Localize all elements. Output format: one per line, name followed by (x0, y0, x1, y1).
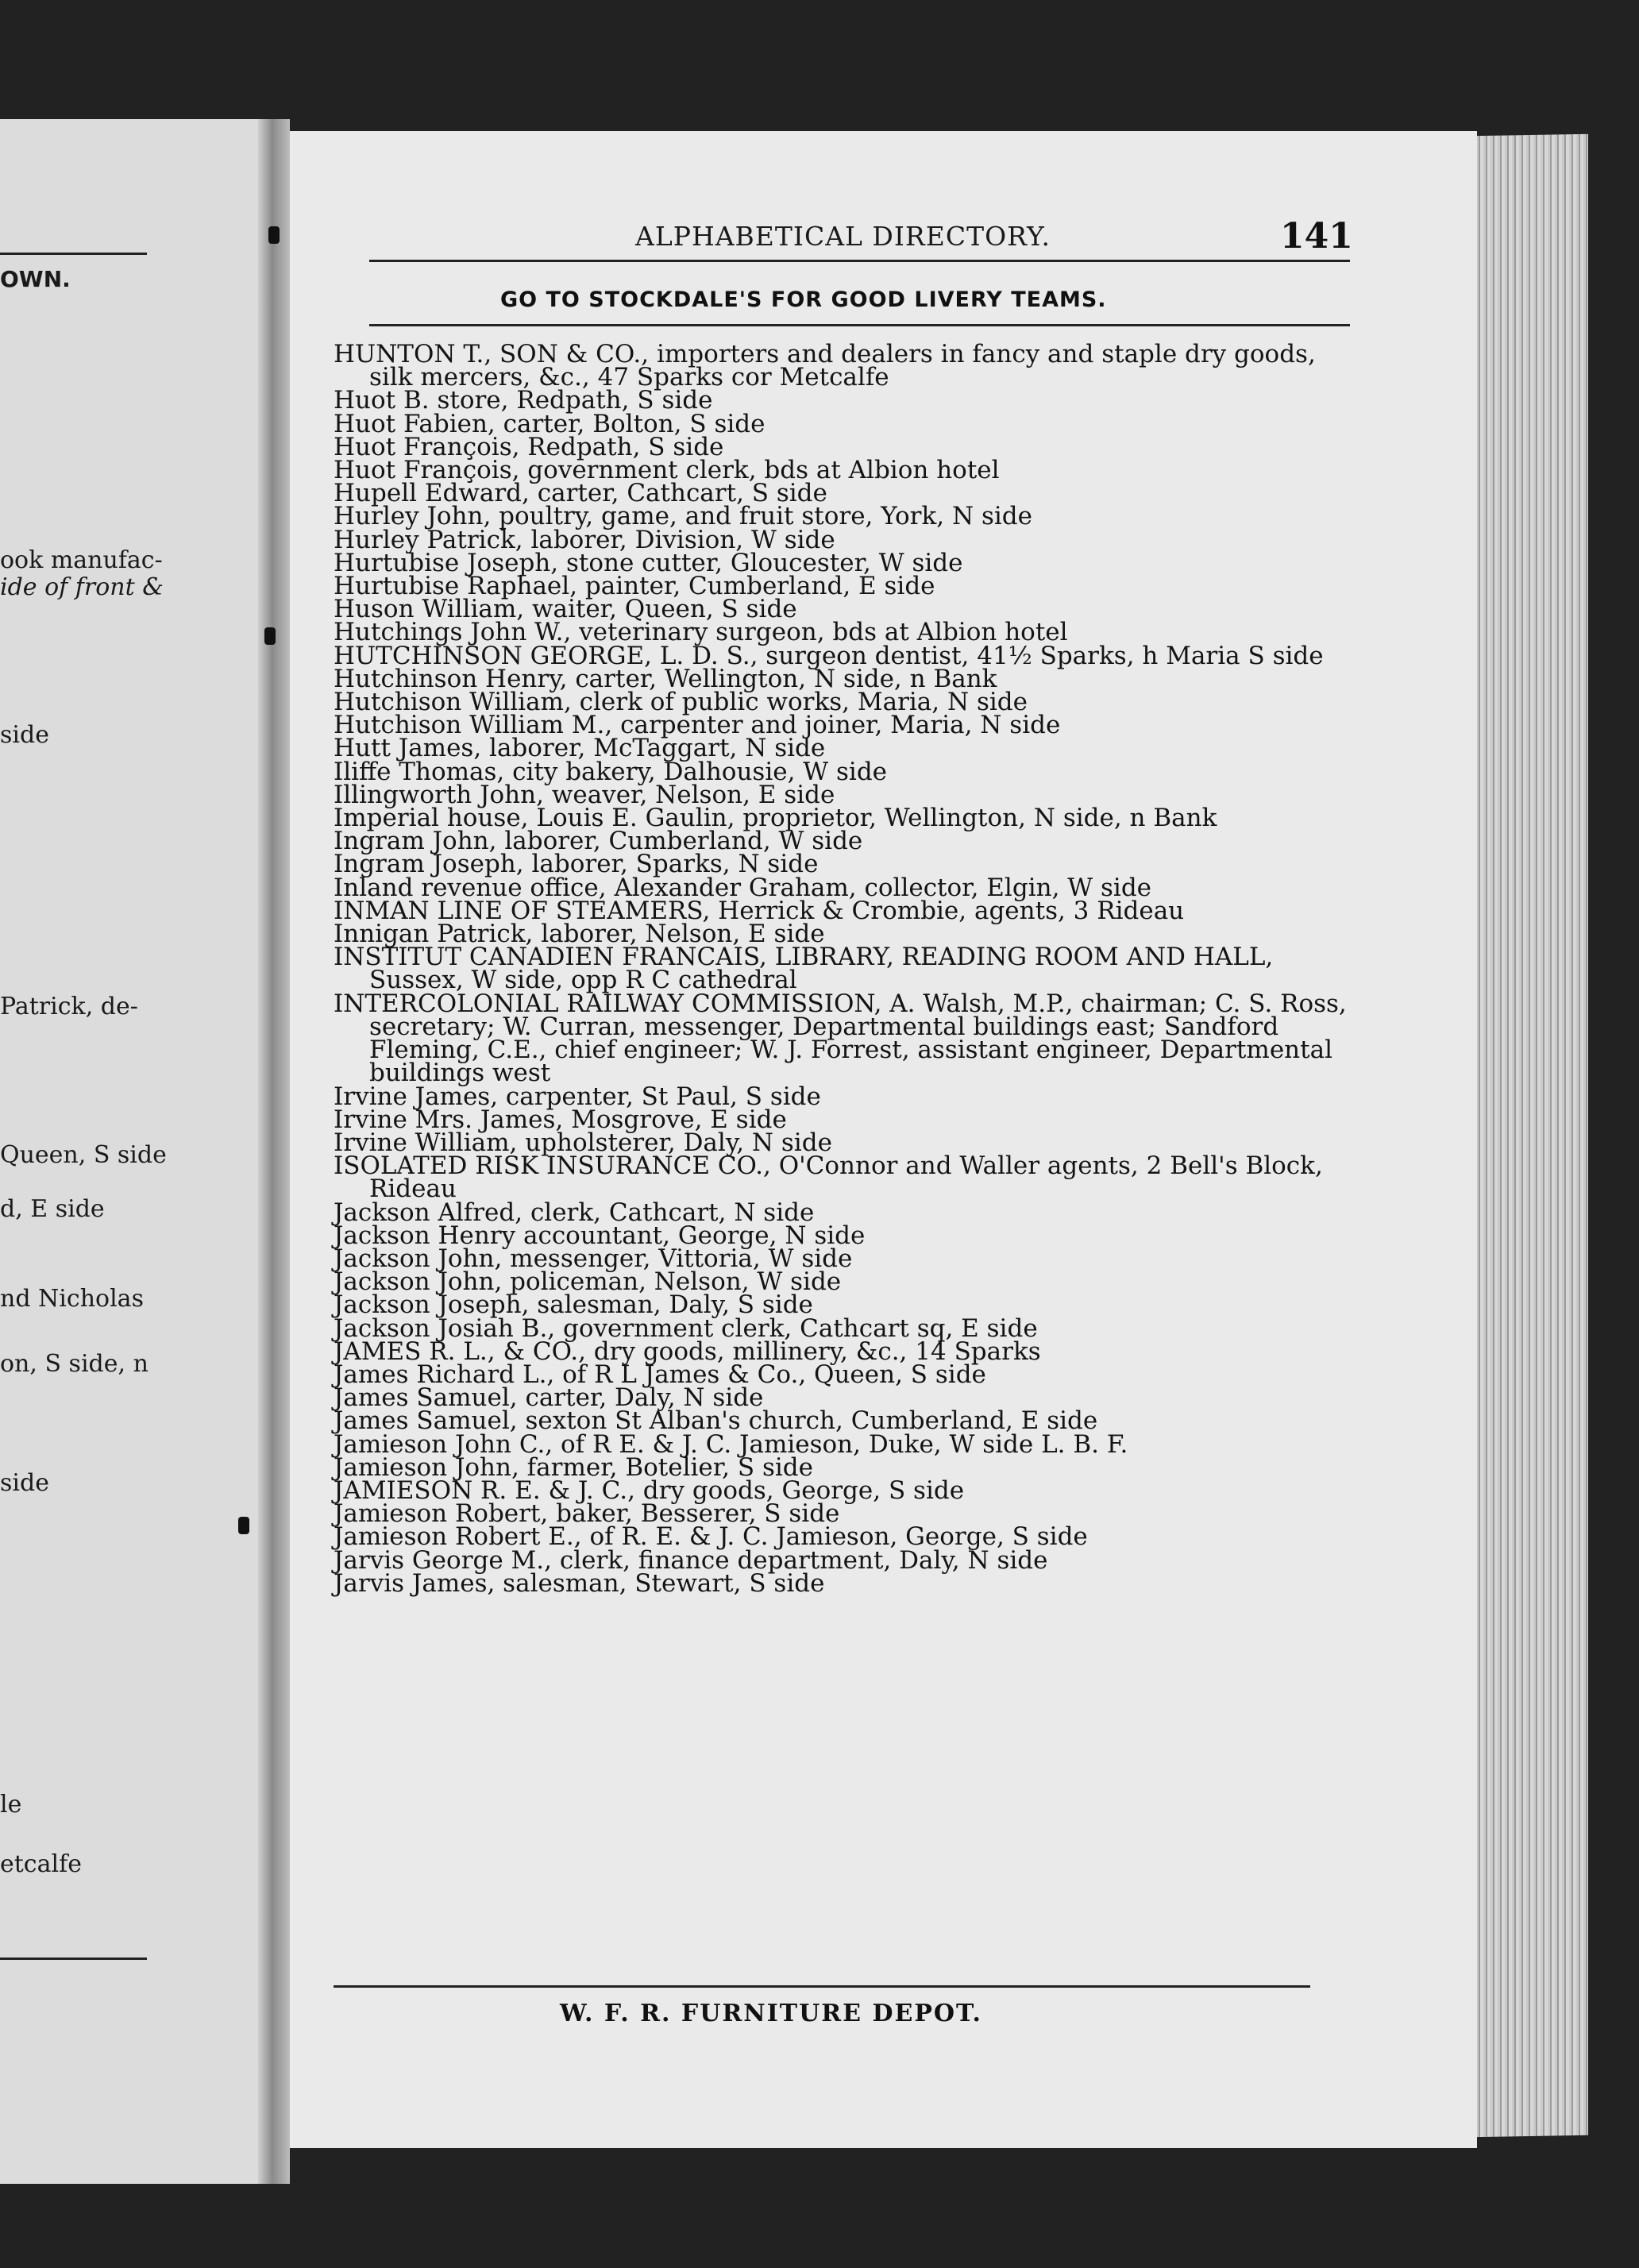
directory-entry: Imperial house, Louis E. Gaulin, proprietor, Wellington, N side, n Bank (334, 804, 1217, 833)
directory-entry: Illingworth John, weaver, Nelson, E side (334, 780, 835, 809)
directory-entry: James Samuel, sexton St Alban's church, Cumberland, E side (334, 1406, 1098, 1436)
footer-rule (334, 1985, 1310, 1988)
left-page-fragment: etcalfe (0, 1850, 82, 1878)
directory-entry: INMAN LINE OF STEAMERS, Herrick & Crombie, agents, 3 Rideau (334, 896, 1185, 925)
directory-entry: Hupell Edward, carter, Cathcart, S side (334, 479, 827, 508)
directory-entry: Ingram Joseph, laborer, Sparks, N side (334, 850, 819, 879)
directory-entry: Jamieson Robert E., of R. E. & J. C. Jamieson, George, S side (334, 1522, 1088, 1552)
left-page-fragment: Queen, S side (0, 1141, 167, 1169)
directory-entry: Hutchison William, clerk of public works, Maria, N side (334, 688, 1028, 717)
directory-entry: INSTITUT CANADIEN FRANCAIS, LIBRARY, READING ROOM AND HALL, Sussex, W side, opp R C cathedral (334, 943, 1274, 995)
footer-advertisement: W. F. R. FURNITURE DEPOT. (560, 2000, 982, 2027)
left-page-rule (0, 1958, 147, 1960)
directory-entry: Hurley Patrick, laborer, Division, W side (334, 525, 835, 554)
binding-stitch (238, 1517, 249, 1534)
left-page-rule (0, 253, 147, 255)
directory-entry: Huot B. store, Redpath, S side (334, 386, 713, 415)
directory-entry: JAMIESON R. E. & J. C., dry goods, George, S side (334, 1475, 965, 1505)
book-gutter (258, 119, 290, 2184)
tagline-rule (369, 324, 1350, 326)
directory-entry: Hurtubise Joseph, stone cutter, Gloucester, W side (334, 548, 963, 577)
header-rule (369, 260, 1350, 262)
directory-entry: Jackson John, messenger, Vittoria, W side (334, 1244, 853, 1273)
directory-entry: Innigan Patrick, laborer, Nelson, E side (334, 920, 825, 949)
directory-entry: James Richard L., of R L James & Co., Queen, S side (334, 1360, 986, 1389)
left-page-fragment: OWN. (0, 266, 71, 292)
directory-entry: HUTCHINSON GEORGE, L. D. S., surgeon dentist, 41½ Sparks, h Maria S side (334, 641, 1324, 670)
directory-entry: Jamieson John C., of R E. & J. C. Jamieson, Duke, W side L. B. F. (334, 1429, 1128, 1459)
directory-entry: JAMES R. L., & CO., dry goods, millinery, &c., 14 Sparks (334, 1336, 1041, 1366)
directory-entry: Jackson John, policeman, Nelson, W side (334, 1267, 842, 1297)
directory-entry: Irvine William, upholsterer, Daly, N side (334, 1128, 832, 1157)
directory-entry: Hutt James, laborer, McTaggart, N side (334, 734, 826, 763)
directory-entry: Inland revenue office, Alexander Graham, collector, Elgin, W side (334, 873, 1152, 902)
directory-entry: Jarvis James, salesman, Stewart, S side (334, 1568, 825, 1598)
directory-entry: HUNTON T., SON & CO., importers and dealers in fancy and staple dry goods, silk mercers, &c., 47 Sparks cor Metcalfe (334, 340, 1316, 392)
directory-entry: Jamieson John, farmer, Botelier, S side (334, 1452, 813, 1482)
directory-entry: Hutchings John W., veterinary surgeon, bds at Albion hotel (334, 618, 1068, 647)
directory-entry: Hurley John, poultry, game, and fruit store, York, N side (334, 502, 1032, 531)
directory-entry: Hutchinson Henry, carter, Wellington, N side, n Bank (334, 664, 997, 693)
running-title: ALPHABETICAL DIRECTORY. (635, 221, 1051, 252)
left-page-fragment: side (0, 1469, 49, 1497)
directory-entry: Jackson Henry accountant, George, N side (334, 1221, 866, 1250)
left-page-fragment: le (0, 1791, 22, 1819)
directory-entry: Huot François, Redpath, S side (334, 432, 724, 461)
directory-entry: Hurtubise Raphael, painter, Cumberland, E side (334, 572, 935, 601)
directory-entry: Huson William, waiter, Queen, S side (334, 595, 797, 624)
directory-entry: Jackson Josiah B., government clerk, Cathcart sq, E side (334, 1313, 1038, 1343)
directory-entry: INTERCOLONIAL RAILWAY COMMISSION, A. Walsh, M.P., chairman; C. S. Ross, secretary; W. Curran, messenger, Departmental buildings east; Sandford Fleming, C.E., chief engineer; W. J. Forrest, assistant engineer, Departmental buildings west (334, 989, 1347, 1088)
directory-entry: Irvine Mrs. James, Mosgrove, E side (334, 1105, 787, 1134)
directory-entry: Iliffe Thomas, city bakery, Dalhousie, W side (334, 757, 888, 786)
left-page-fragment: nd Nicholas (0, 1285, 144, 1313)
directory-entry: Jarvis George M., clerk, finance department, Daly, N side (334, 1545, 1048, 1575)
directory-entry: Huot François, government clerk, bds at Albion hotel (334, 456, 1000, 485)
left-page-fragment: ook manufac- (0, 546, 163, 574)
left-page-fragment: d, E side (0, 1195, 105, 1223)
page-number: 141 (1280, 216, 1353, 256)
directory-entry: Jackson Alfred, clerk, Cathcart, N side (334, 1198, 815, 1227)
directory-entry: Irvine James, carpenter, St Paul, S side (334, 1082, 821, 1111)
directory-entry: Jackson Joseph, salesman, Daly, S side (334, 1290, 813, 1320)
book-page-edges (1469, 134, 1588, 2138)
directory-entry: ISOLATED RISK INSURANCE CO., O'Connor and Waller agents, 2 Bell's Block, Rideau (334, 1151, 1323, 1204)
directory-entry: Hutchison William M., carpenter and joiner, Maria, N side (334, 711, 1061, 740)
binding-stitch (268, 226, 280, 244)
directory-entry: Ingram John, laborer, Cumberland, W side (334, 827, 863, 856)
directory-entry: James Samuel, carter, Daly, N side (334, 1383, 764, 1413)
left-page-fragment: ide of front & (0, 573, 164, 601)
directory-entry: Jamieson Robert, baker, Besserer, S side (334, 1499, 840, 1529)
left-page-fragment: on, S side, n (0, 1350, 148, 1378)
directory-entry: Huot Fabien, carter, Bolton, S side (334, 409, 766, 438)
binding-stitch (264, 627, 276, 645)
advertising-tagline: GO TO STOCKDALE'S FOR GOOD LIVERY TEAMS. (500, 287, 1107, 312)
directory-entries (334, 340, 1350, 1598)
left-page-fragment: side (0, 721, 49, 749)
left-page-fragment: Patrick, de- (0, 993, 138, 1020)
